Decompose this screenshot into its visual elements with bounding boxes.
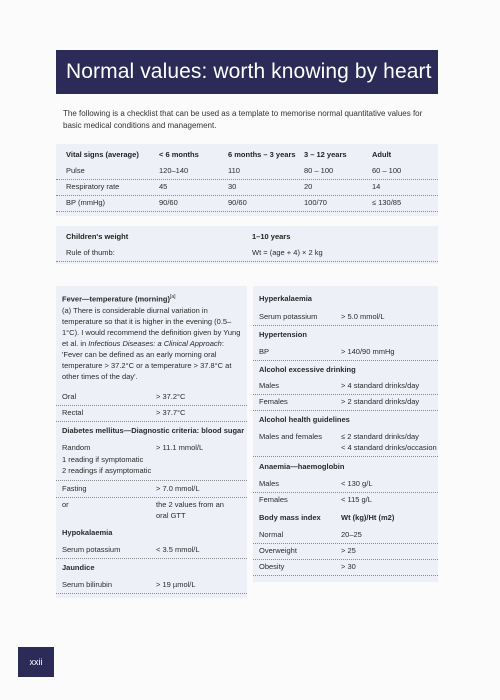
table-cell: the 2 values from an <box>156 500 224 509</box>
table-cell: 60 – 100 <box>372 166 402 175</box>
table-cell: Females <box>259 397 288 406</box>
table-cell: Serum bilirubin <box>62 580 113 589</box>
table-cell: > 2 standard drinks/day <box>341 397 420 406</box>
table-cell: Serum potassium <box>259 312 318 321</box>
section-title: Body mass index Wt (kg)/Ht (m2) <box>259 513 395 522</box>
table-row <box>253 312 438 326</box>
table-row <box>253 381 438 395</box>
table-row <box>56 500 247 524</box>
fever-title: Fever—temperature (morning)[a] <box>62 294 176 304</box>
table-cell: > 4 standard drinks/day <box>341 381 420 390</box>
table-cell: Serum potassium <box>62 545 121 554</box>
page-number-tab <box>18 647 54 677</box>
table-cell: Rectal <box>62 408 84 417</box>
column-header: < 6 months <box>159 150 199 159</box>
table-row <box>253 562 438 576</box>
table-cell: Females <box>259 495 288 504</box>
page-title: Normal values: worth knowing by heart <box>66 60 432 83</box>
table-row <box>253 397 438 411</box>
table-row <box>56 392 247 406</box>
table-cell: 1 reading if symptomatic <box>62 455 144 464</box>
table-cell: 90/60 <box>228 198 247 207</box>
table-row <box>56 484 247 498</box>
table-cell: Overweight <box>259 546 297 555</box>
table-row <box>56 198 438 212</box>
table-cell: Normal <box>259 530 284 539</box>
table-cell: 20–25 <box>341 530 362 539</box>
table-row <box>56 545 247 559</box>
section-title: Hypokalaemia <box>62 528 113 537</box>
table-cell: 90/60 <box>159 198 178 207</box>
table-cell: 100/70 <box>304 198 327 207</box>
table-cell: oral GTT <box>156 511 186 520</box>
table-cell: > 30 <box>341 562 356 571</box>
fever-footnote: (a) There is considerable diurnal variation in temperature so that it is higher in the evening (0.5–1°C). I would recommend the definition given by Yung et al. in Infectious Diseases: a Clinical Approach: 'Fever can be defined as an early morning oral temperature > 37.2°C or a temperature > 37.8°C at other times of the day'. <box>62 306 241 381</box>
table-row <box>56 408 247 422</box>
table-cell: 14 <box>372 182 381 191</box>
table-cell: Males <box>259 479 280 488</box>
table-cell: Wt = (age + 4) × 2 kg <box>252 248 323 257</box>
table-cell: > 37.2°C <box>156 392 186 401</box>
intro-paragraph: The following is a checklist that can be used as a template to memorise normal quantitative values for basic medical conditions and management. <box>63 109 423 130</box>
table-cell: > 5.0 mmol/L <box>341 312 385 321</box>
table-header-row <box>56 232 438 244</box>
table-cell: BP <box>259 347 270 356</box>
table-row <box>253 530 438 544</box>
table-cell: 30 <box>228 182 237 191</box>
table-cell: > 140/90 mmHg <box>341 347 395 356</box>
table-cell: > 19 µmol/L <box>156 580 196 589</box>
table-cell: > 11.1 mmol/L <box>156 443 204 452</box>
column-header: 6 months – 3 years <box>228 150 296 159</box>
table-cell: Oral <box>62 392 77 401</box>
table-cell: Obesity <box>259 562 285 571</box>
section-title: Diabetes mellitus—Diagnostic criteria: blood sugar <box>62 426 245 435</box>
table-row <box>253 546 438 560</box>
table-cell: > 7.0 mmol/L <box>156 484 200 493</box>
table-cell: > 25 <box>341 546 356 555</box>
table-cell: ≤ 2 standard drinks/day <box>341 432 419 441</box>
table-header-row <box>56 150 438 162</box>
column-header: Children's weight <box>66 232 129 241</box>
table-cell: BP (mmHg) <box>66 198 106 207</box>
table-row <box>56 580 247 594</box>
table-row <box>253 347 438 361</box>
page-number: xxii <box>29 657 43 667</box>
table-cell: Males <box>259 381 280 390</box>
vital-signs-table <box>56 144 438 216</box>
section-title: Alcohol health guidelines <box>259 415 350 424</box>
section-title: Hyperkalaemia <box>259 294 312 303</box>
page-title-banner <box>56 50 438 94</box>
section-title: Hypertension <box>259 330 307 339</box>
column-header: 1–10 years <box>252 232 291 241</box>
table-cell: < 3.5 mmol/L <box>156 545 200 554</box>
table-cell: 110 <box>228 166 240 175</box>
column-header: Vital signs (average) <box>66 150 139 159</box>
table-cell: Random <box>62 443 91 452</box>
table-cell: 2 readings if asymptomatic <box>62 466 152 475</box>
table-row <box>56 248 438 262</box>
section-title: Jaundice <box>62 563 95 572</box>
table-cell: 20 <box>304 182 313 191</box>
left-values-panel <box>56 286 247 598</box>
table-row <box>253 495 438 508</box>
table-row <box>56 166 438 180</box>
table-row <box>56 443 247 481</box>
table-cell: Respiratory rate <box>66 182 120 191</box>
table-row <box>253 479 438 493</box>
table-cell: Pulse <box>66 166 85 175</box>
table-row <box>253 432 438 457</box>
table-cell: < 130 g/L <box>341 479 373 488</box>
table-cell: ≤ 130/85 <box>372 198 402 207</box>
table-row <box>56 182 438 196</box>
table-cell: Males and females <box>259 432 322 441</box>
table-cell: 45 <box>159 182 168 191</box>
table-cell: 80 – 100 <box>304 166 334 175</box>
column-header: 3 – 12 years <box>304 150 347 159</box>
table-cell: Rule of thumb: <box>66 248 115 257</box>
section-title: Anaemia—haemoglobin <box>259 462 345 471</box>
table-cell: Fasting <box>62 484 87 493</box>
table-cell: 120–140 <box>159 166 189 175</box>
right-values-panel <box>253 286 438 582</box>
section-title: Alcohol excessive drinking <box>259 365 356 374</box>
table-cell: or <box>62 500 69 509</box>
table-cell: < 4 standard drinks/occasion <box>341 443 437 452</box>
table-cell: < 115 g/L <box>341 495 372 504</box>
column-header: Adult <box>372 150 392 159</box>
table-cell: > 37.7°C <box>156 408 186 417</box>
childrens-weight-table <box>56 226 438 264</box>
